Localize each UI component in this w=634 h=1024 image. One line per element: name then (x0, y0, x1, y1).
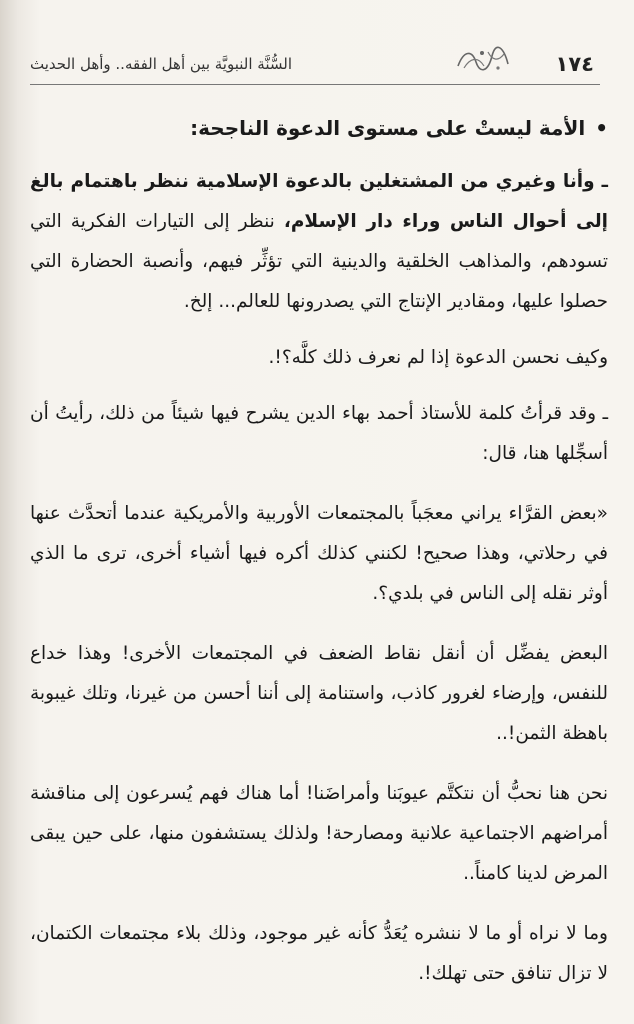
page-number: ١٧٤ (555, 52, 594, 76)
quote-paragraph: وما لا نراه أو ما لا ننشره يُعَدُّ كأنه غير موجود، وذلك بلاء مجتمعات الكتمان، لا تزال تنافق حتى تهلك!. (30, 923, 608, 984)
calligraphy-emblem-icon (454, 44, 512, 74)
bullet-icon: • (595, 116, 608, 140)
paragraph-intro-rest: ننظر إلى التيارات الفكرية التي تسودهم، والمذاهب الخلقية والدينية التي تؤثِّر فيهم، وأنصبة الحضارة التي حصلوا عليها، ومقادير الإنتاج التي يصدرونها للعالم... إلخ. (30, 211, 608, 312)
header-divider (30, 84, 600, 85)
section-heading-text: الأمة ليستْ على مستوى الدعوة الناجحة: (190, 116, 586, 140)
paragraph-intro (30, 162, 608, 322)
page-header (30, 44, 600, 84)
section-heading (30, 108, 608, 148)
quote-paragraph: نحن هنا نحبُّ أن نتكتَّم عيوبَنا وأمراضَنا! أما هناك فهم يُسرعون إلى مناقشة أمراضهم الاجتماعية علانية ومصارحة! ولذلك يستشفون منها، على حين يبقى المرض لدينا كامناً.. (30, 783, 608, 884)
running-title: السُّنَّة النبويَّة بين أهل الفقه.. وأهل الحديث (30, 55, 292, 73)
page-body (30, 108, 608, 994)
quote-paragraph: «بعض القرَّاء يراني معجَباً بالمجتمعات الأوربية والأمريكية عندما أتحدَّث عنها في رحلاتي، وهذا صحيح! لكنني كذلك أكره فيها أشياء أخرى، ترى ما الذي أوثر نقله إلى الناس في بلدي؟. (30, 503, 608, 604)
paragraph: ـ وقد قرأتُ كلمة للأستاذ أحمد بهاء الدين يشرح فيها شيئاً من ذلك، رأيتُ أن أسجِّلها هنا، قال: (30, 403, 608, 464)
quote-paragraph: البعض يفضِّل أن أنقل نقاط الضعف في المجتمعات الأخرى! وهذا خداع للنفس، وإرضاء لغرور كاذب، واستنامة إلى أننا أحسن من غيرنا، وتلك غيبوبة باهظة الثمن!.. (30, 643, 608, 744)
paragraph-intro-bold: ـ وأنا وغيري من المشتغلين بالدعوة الإسلامية ننظر باهتمام بالغ إلى أحوال الناس وراء دار الإسلام، (30, 171, 608, 232)
paragraph: وكيف نحسن الدعوة إذا لم نعرف ذلك كلَّه؟!. (268, 347, 608, 368)
